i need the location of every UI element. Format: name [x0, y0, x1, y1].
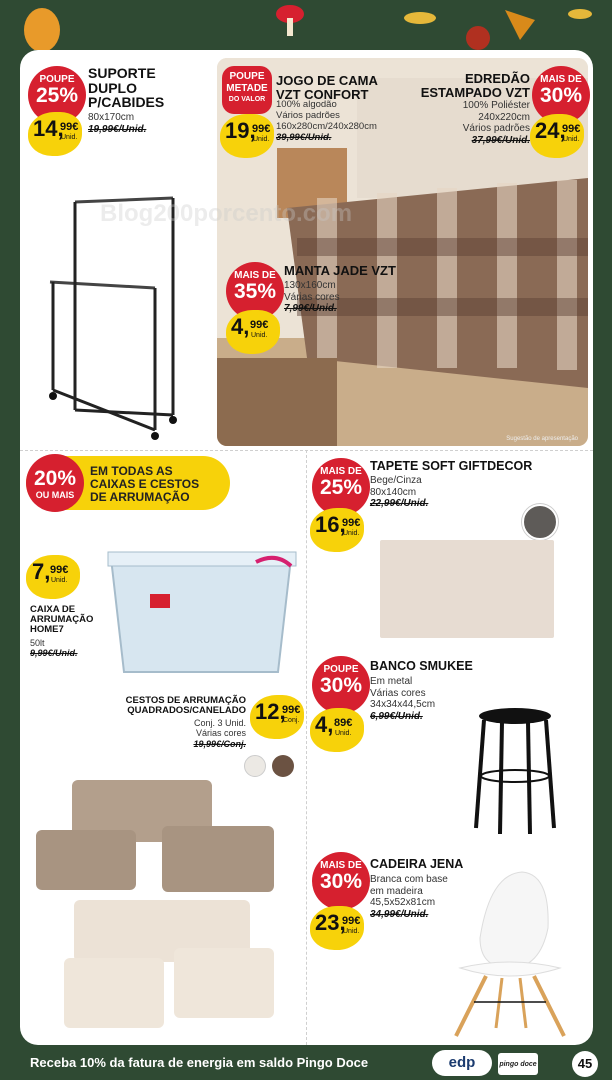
price-tag-tapete: 16, 99€ Unid. — [310, 508, 364, 552]
product-title-cestos: CESTOS DE ARRUMAÇÃO QUADRADOS/CANELADO — [125, 695, 246, 716]
footer-bar — [0, 1047, 612, 1080]
product-title-suporte: SUPORTE DUPLO P/CABIDES — [88, 65, 165, 111]
edp-logo — [432, 1050, 492, 1076]
product-desc-suporte: 80x170cm 19,99€/Unid. — [88, 112, 147, 135]
color-swatch-white — [244, 755, 266, 777]
photo-note: Sugestão de apresentação — [506, 436, 578, 442]
product-desc-manta: 130x160cm Várias cores 7,99€/Unid. — [284, 280, 340, 314]
product-desc-jogo: 100% algodão Vários padrões 160x280cm/240x280cm 39,99€/Unid. — [276, 99, 377, 143]
product-title-cadeira: CADEIRA JENA — [370, 857, 464, 871]
storage-promo-text: EM TODAS AS CAIXAS E CESTOS DE ARRUMAÇÃO — [90, 464, 200, 505]
price-tag-edredao: 24, 99€ Unid. — [530, 114, 584, 158]
discount-badge-jogo: POUPE METADE DO VALOR — [222, 66, 272, 114]
discount-badge-cadeira: MAIS DE 30% — [312, 852, 370, 910]
price-tag-banco: 4, 89€ Unid. — [310, 708, 364, 752]
product-desc-tapete: Bege/Cinza 80x140cm 22,99€/Unid. — [370, 475, 429, 509]
product-title-manta: MANTA JADE VZT — [284, 263, 396, 278]
discount-badge-edredao: MAIS DE 30% — [532, 66, 590, 124]
product-desc-edredao: 100% Poliéster 240x220cm Vários padrões 37,99€/Unid. — [462, 100, 530, 146]
discount-badge-banco: POUPE 30% — [312, 656, 370, 714]
price-tag-caixa: 7, 99€ Unid. — [26, 555, 80, 599]
product-title-tapete: TAPETE SOFT GIFTDECOR — [370, 459, 533, 473]
product-title-caixa: CAIXA DE ARRUMAÇÃO HOME7 — [30, 604, 94, 635]
discount-badge-manta: MAIS DE 35% — [226, 262, 284, 320]
pingo-doce-logo — [498, 1053, 538, 1075]
product-title-jogo: JOGO DE CAMA VZT CONFORT — [276, 73, 378, 102]
pingo-doce-logo-text: pingo doce — [499, 1061, 537, 1068]
product-desc-banco: Em metal Várias cores 34x34x44,5cm 6,99€/Unid. — [370, 676, 436, 722]
autumn-decorations — [0, 0, 612, 50]
rug-image — [380, 540, 554, 638]
footer-message: Receba 10% da fatura de energia em saldo Pingo Doce — [30, 1055, 369, 1070]
flyer-card — [20, 50, 593, 1045]
product-desc-cestos: Conj. 3 Unid. Várias cores 19,99€/Conj. — [193, 718, 246, 749]
price-tag-cestos: 12, 99€ Conj. — [250, 695, 304, 739]
bed-illustration — [217, 58, 588, 446]
product-desc-caixa: 50lt 9,99€/Unid. — [30, 638, 78, 659]
divider-vertical — [306, 450, 307, 1045]
color-swatch-brown — [272, 755, 294, 777]
clothes-rack-image — [45, 190, 180, 440]
storage-box-image — [106, 550, 298, 680]
rug-swatch-grey — [522, 504, 558, 540]
product-desc-cadeira: Branca com base em madeira 45,5x52x81cm 34,99€/Unid. — [370, 874, 448, 920]
price-tag-manta: 4, 99€ Unid. — [226, 310, 280, 354]
chair-image — [450, 868, 570, 1040]
baskets-image — [34, 778, 300, 1040]
discount-badge-tapete: MAIS DE 25% — [312, 458, 370, 516]
price-tag-cadeira: 23, 99€ Unid. — [310, 906, 364, 950]
discount-badge-suporte: POUPE 25% — [28, 66, 86, 124]
edp-logo-text: edp — [448, 1054, 476, 1071]
bedroom-photo — [217, 58, 588, 446]
product-title-banco: BANCO SMUKEE — [370, 659, 473, 673]
page-number: 45 — [572, 1051, 598, 1077]
discount-badge-caixas: 20% OU MAIS — [26, 454, 84, 512]
stool-image — [470, 706, 560, 836]
watermark: Blog200porcento.com — [100, 200, 353, 227]
storage-promo-banner — [26, 456, 230, 510]
price-tag-jogo: 19, 99€ Unid. — [220, 114, 274, 158]
product-title-edredao: EDREDÃO ESTAMPADO VZT — [420, 71, 530, 100]
price-tag-suporte: 14, 99€ Unid. — [28, 112, 82, 156]
